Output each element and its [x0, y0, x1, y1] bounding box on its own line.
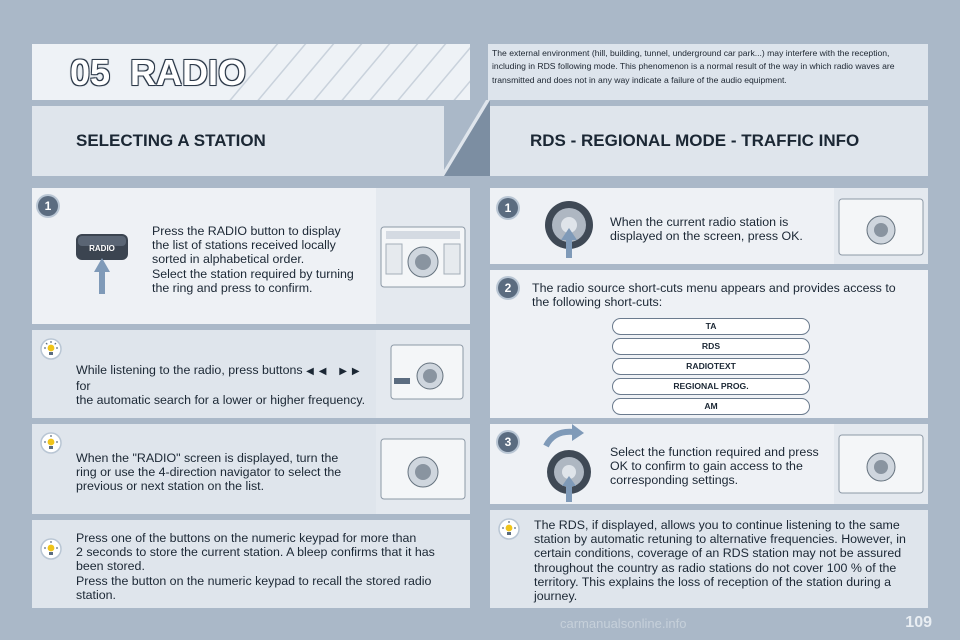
lightbulb-tip-icon: [498, 518, 520, 540]
shortcut-regional-prog[interactable]: REGIONAL PROG.: [612, 378, 810, 395]
lightbulb-tip-icon: [40, 538, 62, 560]
text-line: station.: [76, 587, 116, 602]
shortcut-am[interactable]: AM: [612, 398, 810, 415]
step-badge: 2: [498, 278, 518, 298]
text-line: the ring and press to confirm.: [152, 280, 313, 295]
lightbulb-tip-icon: [40, 432, 62, 454]
text-line: been stored.: [76, 559, 145, 574]
text-line: When the current radio station is: [610, 215, 789, 229]
shortcut-radiotext[interactable]: RADIOTEXT: [612, 358, 810, 375]
text-line: Press one of the buttons on the numeric keypad for more than: [76, 531, 417, 545]
lightbulb-tip-icon: [40, 338, 62, 360]
left-tip1-text: [76, 363, 376, 408]
text-line: Press the RADIO button to display: [152, 224, 341, 238]
right-step3-text: [610, 445, 830, 488]
text-line: Select the function required and press: [610, 445, 819, 459]
text-line: corresponding settings.: [610, 473, 739, 488]
right-step2-text: [532, 281, 922, 309]
radio-button-icon: [74, 228, 134, 296]
right-step1-text: [610, 215, 810, 243]
step-badge: 1: [498, 198, 518, 218]
shortcut-ta[interactable]: TA: [612, 318, 810, 335]
rotate-knob-icon: [540, 424, 602, 504]
text-line: station by automatic retuning to alternative frequencies. However, in: [534, 532, 906, 547]
text-line: displayed on the screen, press OK.: [610, 229, 803, 244]
audio-unit-icon: [380, 226, 466, 288]
page-number: 109: [905, 614, 932, 631]
text-line: The RDS, if displayed, allows you to continue listening to the same: [534, 518, 900, 532]
left-section-title: SELECTING A STATION: [76, 131, 266, 150]
text-line: the automatic search for a lower or higher frequency.: [76, 393, 366, 408]
text-fragment: for: [76, 379, 91, 394]
text-line: The radio source short-cuts menu appears and provides access to: [532, 281, 896, 295]
text-line: the list of stations received locally: [152, 238, 336, 253]
text-line: [76, 363, 376, 393]
watermark: carmanualsonline.info: [560, 616, 687, 631]
ok-knob-icon: [542, 198, 596, 260]
section-divider: [444, 100, 490, 176]
interference-notice: [488, 44, 928, 100]
text-line: sorted in alphabetical order.: [152, 252, 305, 267]
notice-text: The external environment (hill, building, tunnel, underground car park...) may interfere with the reception, including in RDS following mode. This phenomenon is a normal result of the way in which radio waves are transmitted and does not in any way indicate a failure of the audio equipment.: [492, 48, 895, 85]
radio-button-label: RADIO: [89, 244, 115, 253]
audio-unit-icon: [380, 438, 466, 500]
left-tip3-text: [76, 531, 466, 602]
text-line: 2 seconds to store the current station. A bleep confirms that it has: [76, 545, 435, 560]
text-line: journey.: [534, 589, 578, 604]
step-badge: 3: [498, 432, 518, 452]
audio-unit-icon: [838, 198, 924, 256]
text-line: When the "RADIO" screen is displayed, turn the: [76, 451, 339, 465]
left-tip2-text: [76, 451, 372, 494]
chapter-title: RADIO: [130, 52, 246, 93]
text-line: OK to confirm to gain access to the: [610, 459, 803, 474]
audio-unit-icon: [390, 344, 464, 400]
seek-buttons-icon: ◀◀ ▶▶: [306, 366, 365, 377]
text-line: Select the station required by turning: [152, 266, 354, 281]
text-line: certain conditions, coverage of an RDS station may not be assured: [534, 546, 902, 561]
left-step1-text: [152, 224, 374, 295]
text-line: throughout the country as radio stations do not cover 100 % of the: [534, 560, 897, 575]
text-line: the following short-cuts:: [532, 295, 663, 310]
right-section-title: RDS - REGIONAL MODE - TRAFFIC INFO: [530, 131, 860, 150]
right-tip-text: [534, 518, 924, 603]
text-fragment: While listening to the radio, press buttons: [76, 363, 303, 377]
audio-unit-icon: [838, 434, 924, 494]
chapter-number: 05: [70, 52, 111, 93]
text-line: ring or use the 4-direction navigator to select the: [76, 465, 342, 480]
step-badge: 1: [38, 196, 58, 216]
text-line: Press the button on the numeric keypad to recall the stored radio: [76, 573, 432, 588]
text-line: territory. This explains the loss of reception of the station during a: [534, 574, 891, 589]
text-line: previous or next station on the list.: [76, 479, 265, 494]
shortcut-rds[interactable]: RDS: [612, 338, 810, 355]
